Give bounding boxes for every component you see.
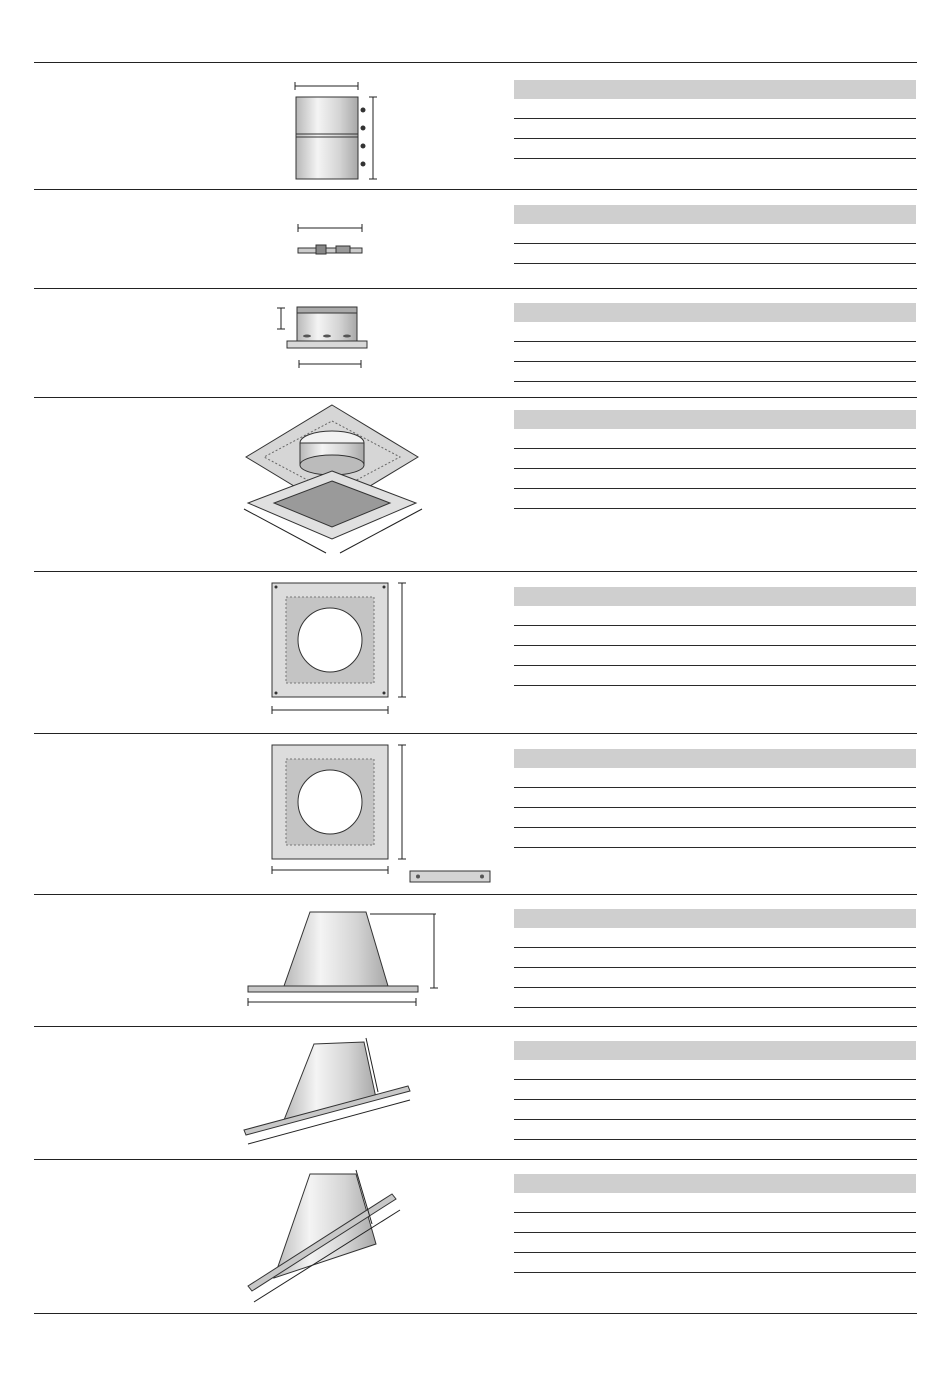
table-header: [514, 303, 916, 322]
table-row: [514, 788, 916, 808]
spec-table-pitched-roof-flashing-steep: [514, 1174, 916, 1273]
section-locking-band: [34, 189, 917, 190]
section-firestop-plate: [34, 571, 917, 572]
table-header: [514, 1041, 916, 1060]
table-row: [514, 429, 916, 449]
section-adapter: [34, 288, 917, 289]
spec-table-pitched-roof-flashing-low: [514, 1041, 916, 1140]
table-row: [514, 606, 916, 626]
section-pitched-roof-flashing-steep: [34, 1159, 917, 1160]
table-row: [514, 99, 916, 119]
table-row: [514, 1193, 916, 1213]
pitched-roof-flashing-low-illustration: [240, 1034, 415, 1152]
table-row: [514, 362, 916, 382]
table-row: [514, 322, 916, 342]
spec-table-firestop-plate: [514, 587, 916, 686]
ceiling-support-box-illustration: [240, 403, 425, 563]
table-row: [514, 1213, 916, 1233]
pitched-roof-flashing-steep-illustration: [244, 1168, 414, 1310]
section-firestop-plate-with-strap: [34, 733, 917, 734]
table-row: [514, 1233, 916, 1253]
firestop-plate-illustration: [268, 579, 410, 719]
table-row: [514, 988, 916, 1008]
table-row: [514, 808, 916, 828]
table-row: [514, 244, 916, 264]
spec-table-firestop-plate-strap: [514, 749, 916, 848]
table-row: [514, 449, 916, 469]
adapter-illustration: [275, 302, 375, 370]
locking-band-illustration: [292, 222, 372, 258]
spec-table-locking-band: [514, 205, 916, 264]
table-header: [514, 205, 916, 224]
table-row: [514, 666, 916, 686]
table-header: [514, 587, 916, 606]
spec-table-flat-roof-flashing: [514, 909, 916, 1008]
table-header: [514, 909, 916, 928]
spec-table-adapter: [514, 303, 916, 382]
table-row: [514, 1120, 916, 1140]
table-row: [514, 119, 916, 139]
table-row: [514, 626, 916, 646]
table-row: [514, 646, 916, 666]
table-row: [514, 224, 916, 244]
section-pipe-length: [34, 62, 917, 63]
pipe-length-illustration: [285, 80, 385, 185]
table-row: [514, 948, 916, 968]
table-row: [514, 139, 916, 159]
spec-table-pipe-length: [514, 80, 916, 159]
table-header: [514, 1174, 916, 1193]
section-pitched-roof-flashing-low: [34, 1026, 917, 1027]
table-row: [514, 968, 916, 988]
table-row: [514, 469, 916, 489]
flat-roof-flashing-illustration: [244, 906, 444, 1010]
table-row: [514, 489, 916, 509]
table-row: [514, 928, 916, 948]
table-row: [514, 1060, 916, 1080]
table-header: [514, 80, 916, 99]
table-row: [514, 828, 916, 848]
bottom-rule: [34, 1313, 917, 1314]
spec-table-ceiling-support-box: [514, 410, 916, 509]
table-row: [514, 1100, 916, 1120]
table-header: [514, 410, 916, 429]
section-ceiling-support-box: [34, 397, 917, 398]
table-row: [514, 342, 916, 362]
table-row: [514, 1080, 916, 1100]
table-row: [514, 1253, 916, 1273]
table-header: [514, 749, 916, 768]
table-row: [514, 768, 916, 788]
firestop-plate-strap-illustration: [268, 741, 493, 886]
section-flat-roof-flashing: [34, 894, 917, 895]
